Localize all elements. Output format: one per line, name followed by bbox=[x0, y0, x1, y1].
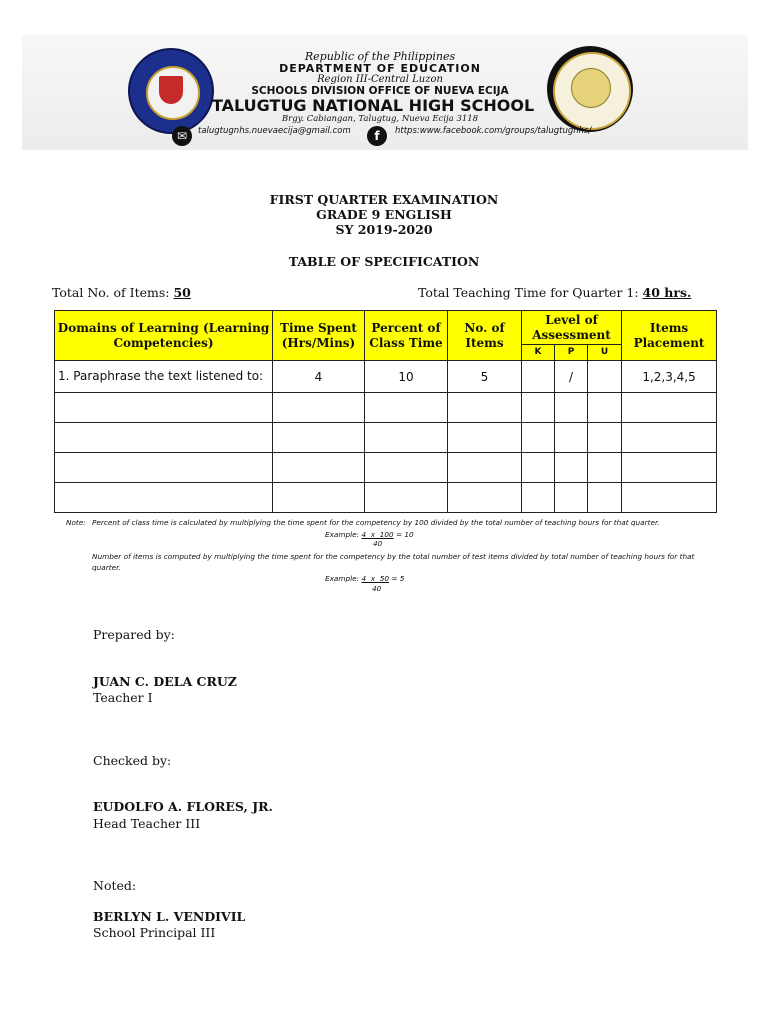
school-year: SY 2019-2020 bbox=[335, 222, 433, 237]
example-percent: Example: 4 x 100 = 10 bbox=[325, 530, 414, 539]
cell-k bbox=[522, 423, 555, 453]
cell-u bbox=[588, 453, 622, 483]
cell-placement bbox=[622, 483, 717, 513]
cell-u bbox=[588, 423, 622, 453]
specification-table bbox=[54, 310, 717, 513]
cell-u bbox=[588, 361, 622, 393]
cell-p: / bbox=[555, 361, 588, 393]
header-u: U bbox=[588, 345, 622, 361]
prepared-by-name: JUAN C. DELA CRUZ bbox=[93, 674, 237, 689]
cell-percent bbox=[365, 453, 448, 483]
cell-k bbox=[522, 361, 555, 393]
total-time-value: 40 hrs. bbox=[642, 285, 692, 300]
header-division: SCHOOLS DIVISION OFFICE OF NUEVA ECIJA bbox=[251, 85, 509, 97]
cell-percent bbox=[365, 483, 448, 513]
envelope-icon: ✉ bbox=[172, 126, 192, 146]
cell-k bbox=[522, 453, 555, 483]
deped-seal-logo bbox=[128, 48, 214, 134]
cell-p bbox=[555, 423, 588, 453]
cell-time bbox=[273, 453, 365, 483]
header-address: Brgy. Cabiangan, Talugtug, Nueva Ecija 3118 bbox=[281, 114, 479, 124]
note-percent: Percent of class time is calculated by multiplying the time spent for the competency by 100 divided by the total number of teaching hours for that quarter. bbox=[92, 518, 660, 527]
cell-placement bbox=[622, 423, 717, 453]
cell-p bbox=[555, 483, 588, 513]
header-republic: Republic of the Philippines bbox=[304, 50, 456, 63]
cell-competency: 1. Paraphrase the text listened to: bbox=[55, 361, 273, 393]
tos-title: TABLE OF SPECIFICATION bbox=[288, 254, 480, 269]
cell-k bbox=[522, 483, 555, 513]
cell-p bbox=[555, 393, 588, 423]
header-facebook: https:www.facebook.com/groups/talugtugnhs/ bbox=[395, 126, 592, 136]
header-department: DEPARTMENT OF EDUCATION bbox=[279, 62, 481, 75]
header-email: talugtugnhs.nuevaecija@gmail.com bbox=[198, 126, 351, 136]
cell-time: 4 bbox=[273, 361, 365, 393]
cell-time bbox=[273, 483, 365, 513]
cell-percent: 10 bbox=[365, 361, 448, 393]
cell-competency bbox=[55, 393, 273, 423]
header-placement: Items Placement bbox=[622, 311, 717, 361]
cell-items bbox=[448, 483, 522, 513]
exam-title: FIRST QUARTER EXAMINATION bbox=[269, 192, 499, 207]
checked-by-title: Head Teacher III bbox=[93, 816, 201, 831]
header-level: Level of Assessment bbox=[522, 311, 622, 345]
note-items: Number of items is computed by multiplying the time spent for the competency by the total number of test items divided by total number of teaching hours for that quarter. bbox=[92, 552, 695, 572]
header-percent: Percent of Class Time bbox=[365, 311, 448, 361]
cell-time bbox=[273, 393, 365, 423]
cell-items bbox=[448, 423, 522, 453]
table-row bbox=[55, 393, 717, 423]
note-label: Note: bbox=[66, 518, 86, 527]
table-row bbox=[55, 423, 717, 453]
cell-items bbox=[448, 393, 522, 423]
cell-percent bbox=[365, 393, 448, 423]
total-teaching-time: Total Teaching Time for Quarter 1: 40 hrs. bbox=[418, 285, 692, 300]
table-row bbox=[55, 361, 717, 393]
cell-u bbox=[588, 393, 622, 423]
cell-placement bbox=[622, 393, 717, 423]
header-region: Region III-Central Luzon bbox=[317, 74, 443, 85]
cell-placement bbox=[622, 453, 717, 483]
header-p: P bbox=[555, 345, 588, 361]
header-school-name: TALUGTUG NATIONAL HIGH SCHOOL bbox=[212, 96, 535, 115]
table-row bbox=[55, 453, 717, 483]
example-percent-denominator: 40 bbox=[373, 539, 383, 548]
total-items: Total No. of Items: 50 bbox=[52, 285, 191, 300]
cell-placement: 1,2,3,4,5 bbox=[622, 361, 717, 393]
header-domains: Domains of Learning (Learning Competencies) bbox=[55, 311, 273, 361]
noted-label: Noted: bbox=[93, 878, 137, 893]
total-items-value: 50 bbox=[173, 285, 191, 300]
checked-by-name: EUDOLFO A. FLORES, JR. bbox=[93, 799, 273, 814]
noted-by-title: School Principal III bbox=[93, 925, 216, 940]
cell-competency bbox=[55, 483, 273, 513]
cell-k bbox=[522, 393, 555, 423]
cell-time bbox=[273, 423, 365, 453]
noted-by-name: BERLYN L. VENDIVIL bbox=[93, 909, 246, 924]
header-time-spent: Time Spent (Hrs/Mins) bbox=[273, 311, 365, 361]
cell-items: 5 bbox=[448, 361, 522, 393]
header-k: K bbox=[522, 345, 555, 361]
prepared-by-title: Teacher I bbox=[93, 690, 153, 705]
cell-p bbox=[555, 453, 588, 483]
cell-items bbox=[448, 453, 522, 483]
school-seal-logo bbox=[547, 46, 633, 132]
checked-by-label: Checked by: bbox=[93, 753, 172, 768]
example-items: Example: 4 x 50 = 5 bbox=[325, 574, 405, 583]
header-no-items: No. of Items bbox=[448, 311, 522, 361]
cell-competency bbox=[55, 423, 273, 453]
table-row bbox=[55, 483, 717, 513]
cell-percent bbox=[365, 423, 448, 453]
example-items-denominator: 40 bbox=[372, 584, 382, 593]
cell-competency bbox=[55, 453, 273, 483]
prepared-by-label: Prepared by: bbox=[93, 627, 175, 642]
facebook-icon: f bbox=[367, 126, 387, 146]
cell-u bbox=[588, 483, 622, 513]
exam-subject: GRADE 9 ENGLISH bbox=[316, 207, 452, 222]
